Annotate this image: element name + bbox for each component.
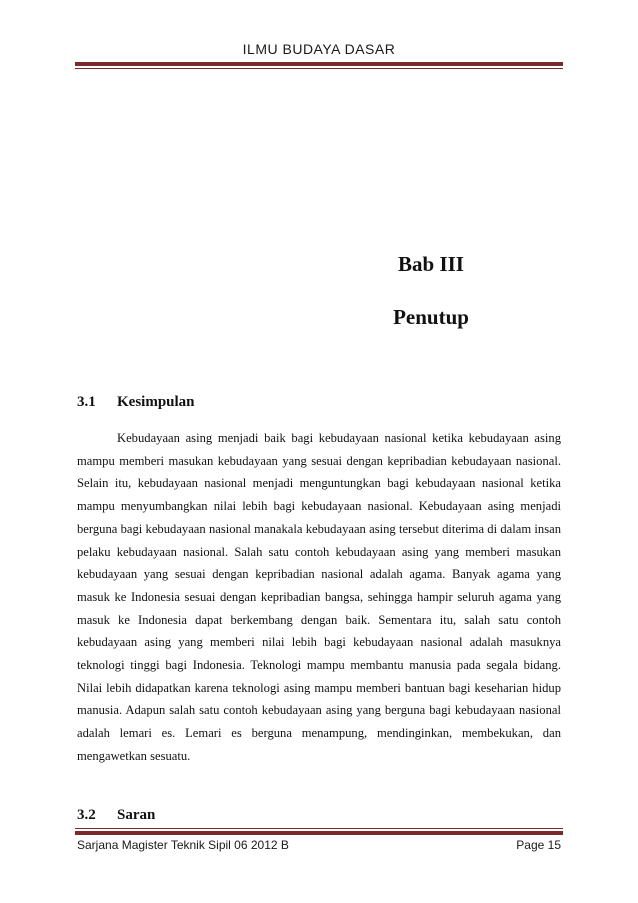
footer-course-label: Sarjana Magister Teknik Sipil 06 2012 B: [77, 838, 289, 852]
chapter-title: Penutup: [393, 305, 469, 329]
footer-rule-thick: [75, 831, 563, 835]
footer-rule-thin: [75, 828, 563, 829]
running-header: ILMU BUDAYA DASAR: [242, 41, 396, 57]
section-title: Saran: [117, 807, 156, 823]
footer-page-number: Page 15: [516, 838, 561, 852]
section-number: 3.2: [77, 807, 96, 823]
section-title: Kesimpulan: [117, 394, 195, 410]
header-rule-thick: [75, 62, 563, 66]
section-body-paragraph: Kebudayaan asing menjadi baik bagi kebudayaan nasional ketika kebudayaan asing mampu memberi masukan kebudayaan yang sesuai dengan kepribadian kebudayaan nasional. Selain itu, kebudayaan nasional menjadi menguntungkan bagi kebudayaan nasional ketika mampu menyumbangkan nilai lebih bagi kebudayaan nasional. Kebudayaan asing menjadi berguna bagi kebudayaan nasional manakala kebudayaan asing tersebut diterima di dalam insan pelaku kebudayaan nasional. Salah satu contoh kebudayaan asing yang memberi masukan kebudayaan yang sesuai dengan kepribadian nasional adalah agama. Banyak agama yang masuk ke Indonesia sesuai dengan kepribadian bangsa, sehingga hampir seluruh agama yang masuk ke Indonesia dapat berkembang dengan baik. Sementara itu, salah satu contoh kebudayaan asing yang memberi nilai lebih bagi kebudayaan nasional adalah masuknya teknologi tinggi bagi Indonesia. Teknologi mampu membantu manusia pada segala bidang. Nilai lebih didapatkan karena teknologi asing mampu memberi bantuan bagi keseharian hidup manusia. Adapun salah satu contoh kebudayaan asing yang berguna bagi kebudayaan nasional adalah lemari es. Lemari es berguna menampung, mendinginkan, membekukan, dan mengawetkan sesuatu.: [77, 431, 561, 763]
header-rule-thin: [75, 68, 563, 69]
chapter-number: Bab III: [398, 252, 464, 276]
section-number: 3.1: [77, 394, 96, 410]
